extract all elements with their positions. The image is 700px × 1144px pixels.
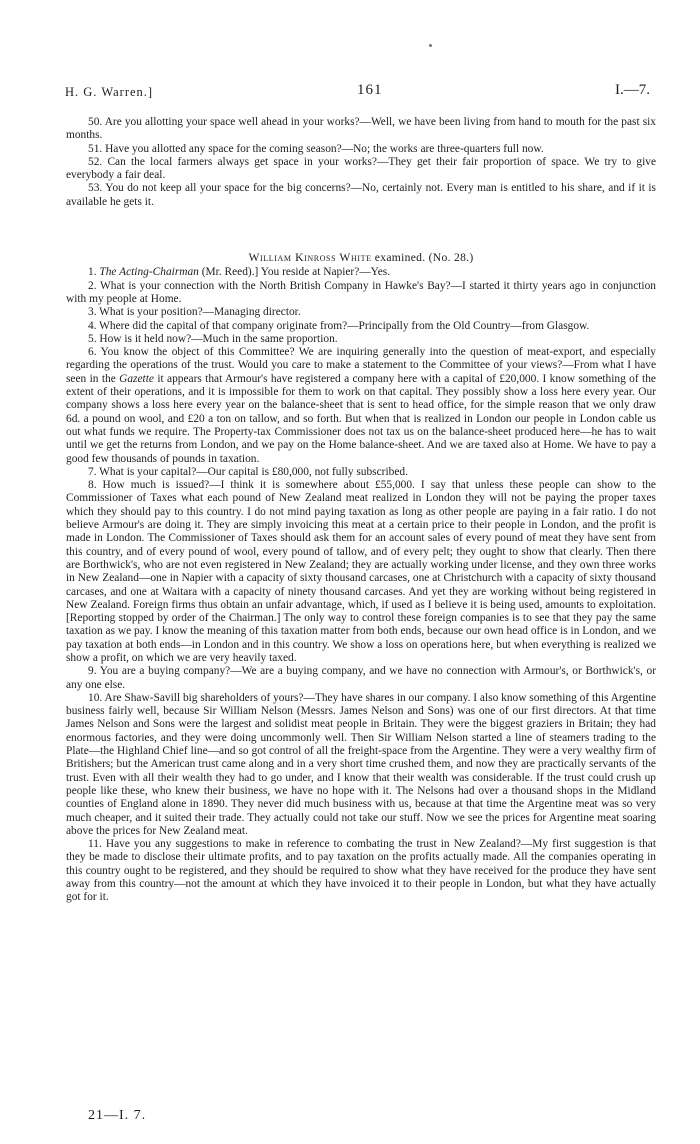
- paragraph-q3: 3. What is your position?—Managing director.: [88, 306, 301, 319]
- header-witness-name: H. G. Warren.]: [65, 85, 154, 99]
- paragraph-q2: 2. What is your connection with the North British Company in Hawke's Bay?—I started it thirty years ago in conjunction with my people at Home.: [66, 279, 656, 305]
- paragraph-q7: 7. What is your capital?—Our capital is £80,000, not fully subscribed.: [88, 465, 408, 478]
- page-body: [66, 116, 656, 905]
- header-reference: I.—7.: [615, 82, 650, 98]
- page-footer-signature: 21—I. 7.: [88, 1108, 147, 1123]
- q6-text-before: 6. You know the object of this Committee? We are inquiring generally into the question of meat-export, and especially regarding the operations of the trust. Would you care to make a statement to the Committee of your views?—From what I have seen in the: [66, 346, 656, 385]
- witness-suffix: examined. (No. 28.): [374, 251, 474, 265]
- q1-text: (Mr. Reed).] You reside at Napier?—Yes.: [201, 266, 391, 279]
- q6-text-after: it appears that Armour's have registered a company here with a capital of £20,000. I know something of the extent of their operations, and it is impossible for them to work on that capital. They possibly show a loss here every year. Our company shows a loss here every year on the balance-sheet that is sent to head office, for the simple reason that we only draw 6d. a pound on wool, and £20 a ton on tallow, and so forth. But when that is realized in London our people in London cable us out what funds we require. The Property-tax Commissioner does not tax us on the balance-sheet produced here—he has to wait until we get the returns from London, and we pay on the Home balance-sheet. And we are taxed also at Home. We have to pay a good few thousands of pounds in taxation.: [66, 372, 656, 465]
- page-header: [65, 82, 650, 104]
- paragraph-q4: 4. Where did the capital of that company originate from?—Principally from the Old Country—from Glasgow.: [88, 319, 590, 332]
- speck-mark: [429, 44, 432, 47]
- paragraph-q5: 5. How is it held now?—Much in the same proportion.: [88, 332, 338, 345]
- q1-number: 1.: [88, 266, 97, 279]
- paragraph-q6: [66, 346, 656, 466]
- paragraph-q53: 53. You do not keep all your space for the big concerns?—No, certainly not. Every man is entitled to his share, and if it is available he gets it.: [66, 182, 656, 208]
- paragraph-q8: 8. How much is issued?—I think it is somewhere about £55,000. I say that unless these people can show to the Commissioner of Taxes what each pound of New Zealand meat realized in London they will not be paying the proper taxes which they should pay to this country. I do not mind paying taxation as long as other people are paying in a fair ratio. I do not believe Armour's are doing it. They are simply invoicing this meat at a certain price to their people in London, and the profit is made in London. The Commissioner of Taxes should ask them for an account sales of every pound of meat they have sent from this country, and of every pound of wool, every pound of tallow, and of every pelt; they ought to show that clearly. Then there are Borthwick's, who are not even registered in New Zealand; they are actually working under license, and they own three works in New Zealand—one in Napier with a capacity of sixty thousand carcases, one at Christchurch with a capacity of sixty thousand carcases, and one at Waitara with a capacity of ninety thousand carcases. And yet they are working without being registered in New Zealand. Foreign firms thus obtain an unfair advantage, which, if used as I believe it is being used, amounts to exploitation. [Reporting stopped by order of the Chairman.] The only way to control these foreign companies is to see that they pay the same taxation as we pay. I know the meaning of this taxation matter from both ends, because our own head office is in London, and we pay taxation at both ends—in London and in this country. We show a loss on operations here, but when everything is realized we show a profit, on which we are very heavily taxed.: [66, 479, 656, 664]
- q6-gazette: Gazette: [119, 372, 154, 385]
- paragraph-q51: 51. Have you allotted any space for the coming season?—No; the works are three-quarters full now.: [88, 142, 544, 155]
- paragraph-q11: 11. Have you any suggestions to make in reference to combating the trust in New Zealand?—My first suggestion is that they be made to disclose their ultimate profits, and to pay taxation on the profits actually made. All the companies operating in this country ought to be registered, and they should be required to show what they have received for the produce they have sent away from this country—not the amount at which they have invoiced it to their people in London, but what they have actually got for it.: [66, 838, 656, 904]
- witness-heading: [66, 251, 656, 264]
- paragraph-q9: 9. You are a buying company?—We are a buying company, and we have no connection with Armour's, or Borthwick's, or any one else.: [66, 665, 656, 691]
- page-number: 161: [357, 82, 383, 98]
- paragraph-q10: 10. Are Shaw-Savill big shareholders of yours?—They have shares in our company. I also know something of this Argentine business fairly well, because Sir William Nelson (Messrs. James Nelson and Sons) was one of our first directors. At that time James Nelson and Sons were the largest and solidist meat people in Britain. They were the biggest graziers in Britain; they had enormous factories, and they were doing uncommonly well. Then Sir William Nelson started a line of steamers trading to the Plate—the Highland Chief line—and so got control of all the freight-space from the Argentine. They were a very wealthy firm of Britishers; but the American trust came along and in a very short time crushed them, and now they are practically servants of the trust. Even with all their wealth they had to go under, and I know that their wealth was considerable. If the trust could crush up people like these, who knew their business, we have no hope with it. The Nelsons had over a thousand shops in the Midland counties of England alone in 1890. They never did much business with us, because at that time the Argentine meat was so very much cheaper, and it suited their trade. They actually could not take our stuff. Now we see the prices for Argentine meat soaring above the prices for New Zealand meat.: [66, 691, 656, 837]
- paragraph-q52: 52. Can the local farmers always get space in your works?—They get their fair proportion of space. We try to give everybody a fair deal.: [66, 155, 656, 182]
- paragraph-q50: 50. Are you allotting your space well ahead in your works?—Well, we have been living from hand to mouth for the past six months.: [66, 116, 656, 142]
- witness-name: William Kinross White: [248, 251, 372, 265]
- paragraph-q1: [66, 266, 656, 279]
- q1-speaker: The Acting-Chairman: [99, 266, 199, 279]
- section-gap: [66, 209, 656, 247]
